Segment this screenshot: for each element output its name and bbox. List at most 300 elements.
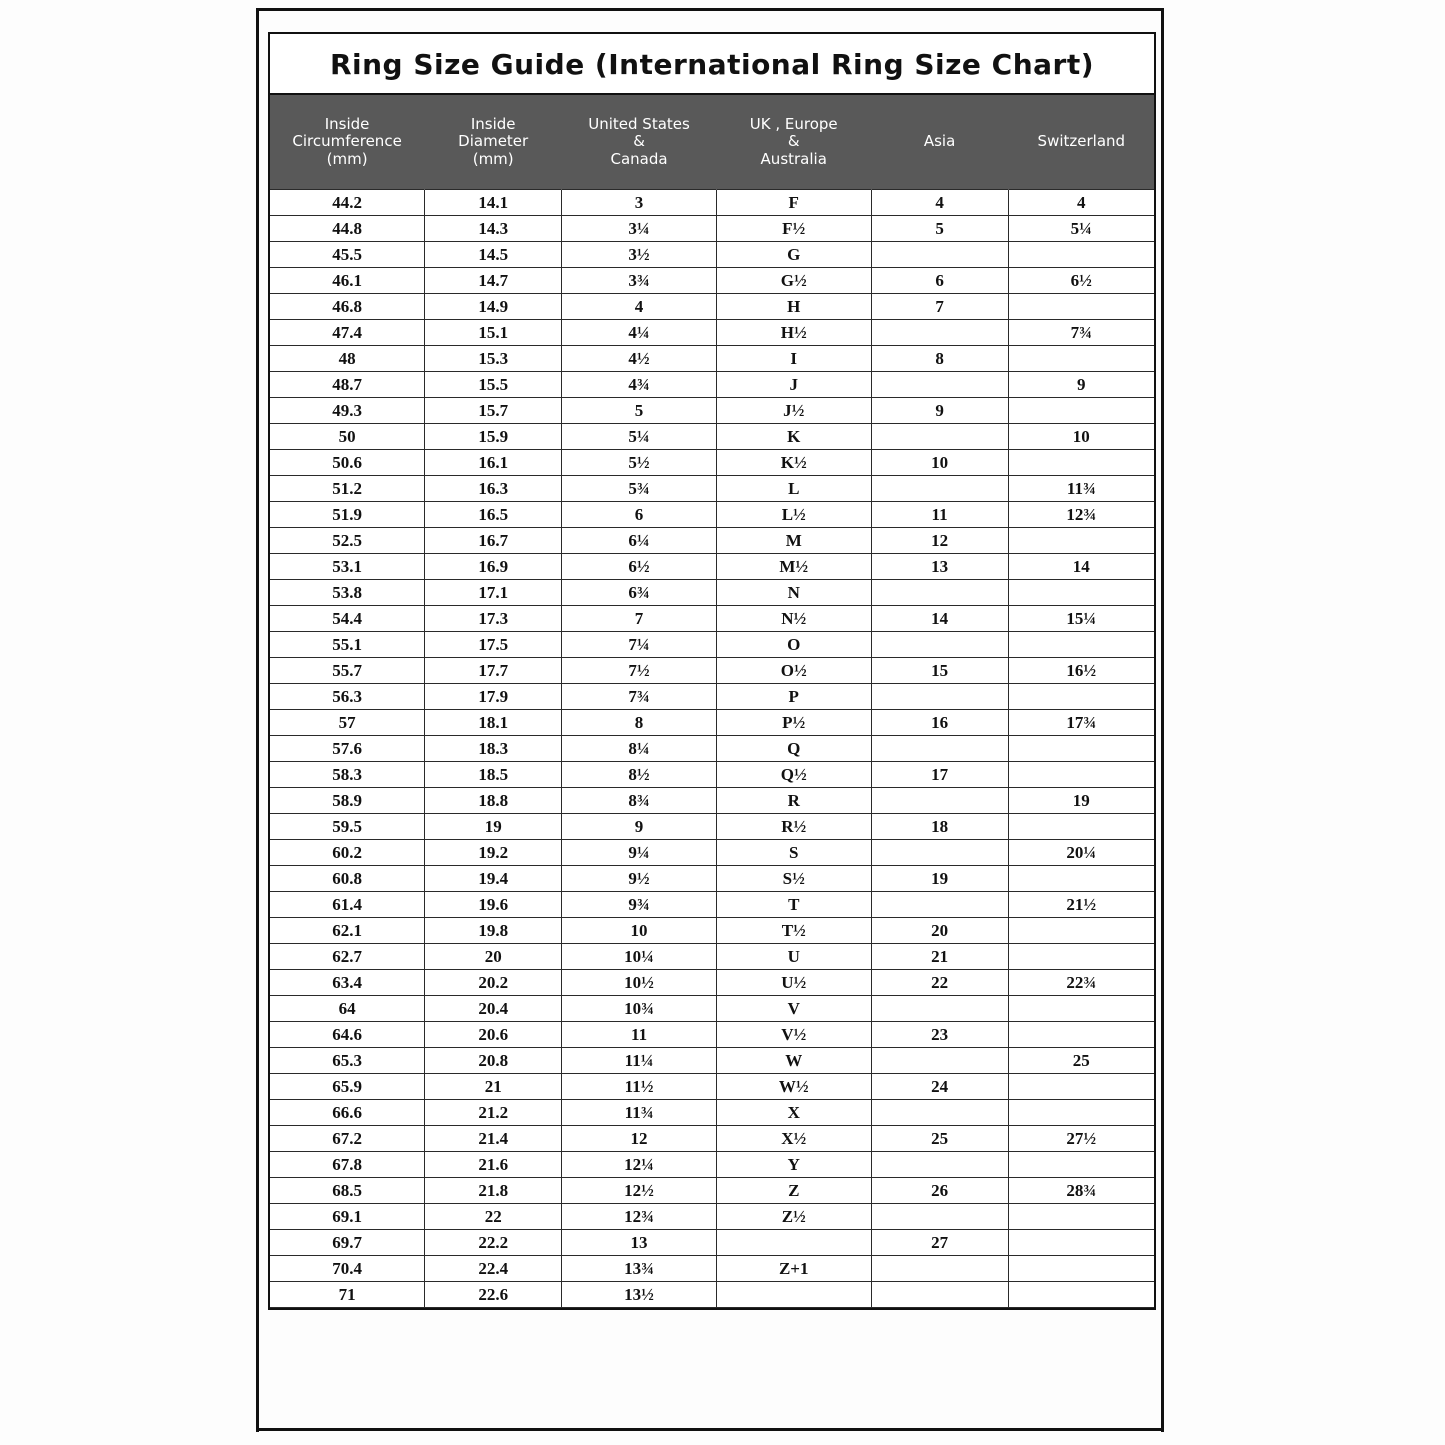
table-cell: 7½	[562, 658, 717, 684]
table-cell: 12	[562, 1126, 717, 1152]
table-row	[270, 944, 1154, 970]
table-cell: O	[716, 632, 871, 658]
ring-size-table	[270, 95, 1154, 1308]
table-cell: 16.3	[425, 476, 562, 502]
table-row	[270, 996, 1154, 1022]
table-cell: 18.8	[425, 788, 562, 814]
table-cell: 21.6	[425, 1152, 562, 1178]
table-cell: L½	[716, 502, 871, 528]
table-cell	[1008, 294, 1154, 320]
table-cell: M½	[716, 554, 871, 580]
table-cell	[1008, 580, 1154, 606]
table-cell: S	[716, 840, 871, 866]
table-cell: 17.3	[425, 606, 562, 632]
table-cell: 19.4	[425, 866, 562, 892]
table-cell: 20.8	[425, 1048, 562, 1074]
table-cell: O½	[716, 658, 871, 684]
table-cell: 8¼	[562, 736, 717, 762]
table-cell: 18.1	[425, 710, 562, 736]
table-cell	[1008, 528, 1154, 554]
table-cell: 19.6	[425, 892, 562, 918]
table-cell: 10½	[562, 970, 717, 996]
table-cell	[871, 372, 1008, 398]
table-cell: Z½	[716, 1204, 871, 1230]
table-cell: 65.3	[270, 1048, 425, 1074]
table-cell: 6	[562, 502, 717, 528]
table-row	[270, 710, 1154, 736]
table-cell	[871, 580, 1008, 606]
table-cell: 50.6	[270, 450, 425, 476]
table-cell: 52.5	[270, 528, 425, 554]
table-cell: 14.7	[425, 268, 562, 294]
table-cell	[1008, 762, 1154, 788]
table-cell: 45.5	[270, 242, 425, 268]
table-cell: 21.2	[425, 1100, 562, 1126]
table-cell: 6½	[562, 554, 717, 580]
table-cell: 21.8	[425, 1178, 562, 1204]
table-cell	[871, 788, 1008, 814]
column-header-us-canada	[562, 95, 717, 190]
table-row	[270, 372, 1154, 398]
table-cell: 20.4	[425, 996, 562, 1022]
table-cell: 25	[1008, 1048, 1154, 1074]
table-cell: 7¾	[562, 684, 717, 710]
header-line: &	[633, 132, 645, 151]
table-row	[270, 632, 1154, 658]
table-cell: 11½	[562, 1074, 717, 1100]
table-cell	[1008, 814, 1154, 840]
table-row	[270, 190, 1154, 216]
table-cell: 17.5	[425, 632, 562, 658]
table-cell	[1008, 918, 1154, 944]
table-cell: 58.9	[270, 788, 425, 814]
table-cell	[1008, 736, 1154, 762]
table-cell: K½	[716, 450, 871, 476]
table-cell: 12	[871, 528, 1008, 554]
table-cell	[871, 632, 1008, 658]
table-row	[270, 918, 1154, 944]
table-cell: F	[716, 190, 871, 216]
table-row	[270, 216, 1154, 242]
table-cell: J½	[716, 398, 871, 424]
table-cell: 17.9	[425, 684, 562, 710]
table-cell: F½	[716, 216, 871, 242]
table-row	[270, 840, 1154, 866]
table-cell: 68.5	[270, 1178, 425, 1204]
table-cell: 13	[871, 554, 1008, 580]
table-cell: V½	[716, 1022, 871, 1048]
table-cell: 51.9	[270, 502, 425, 528]
header-line: Switzerland	[1037, 132, 1126, 151]
table-cell: 15.5	[425, 372, 562, 398]
table-cell: 4	[562, 294, 717, 320]
table-cell: P½	[716, 710, 871, 736]
table-cell: 20.2	[425, 970, 562, 996]
table-cell: 67.8	[270, 1152, 425, 1178]
table-cell: 10¼	[562, 944, 717, 970]
table-cell: 16.1	[425, 450, 562, 476]
table-cell: 15.3	[425, 346, 562, 372]
table-cell	[716, 1282, 871, 1308]
table-cell: 14.9	[425, 294, 562, 320]
table-cell: P	[716, 684, 871, 710]
table-cell	[1008, 1256, 1154, 1282]
table-cell: W½	[716, 1074, 871, 1100]
table-cell: G½	[716, 268, 871, 294]
table-cell: R	[716, 788, 871, 814]
table-cell: 21	[871, 944, 1008, 970]
table-cell	[1008, 1282, 1154, 1308]
table-cell: 22.6	[425, 1282, 562, 1308]
table-cell: 19	[425, 814, 562, 840]
table-cell: 61.4	[270, 892, 425, 918]
table-cell: T½	[716, 918, 871, 944]
table-cell: 63.4	[270, 970, 425, 996]
table-cell: 21½	[1008, 892, 1154, 918]
table-cell	[1008, 1204, 1154, 1230]
table-cell: S½	[716, 866, 871, 892]
table-cell: 3	[562, 190, 717, 216]
header-line: Diameter	[458, 132, 529, 151]
table-cell: 18.3	[425, 736, 562, 762]
table-cell: V	[716, 996, 871, 1022]
table-cell: 48.7	[270, 372, 425, 398]
table-cell: 15¼	[1008, 606, 1154, 632]
table-cell: 10	[1008, 424, 1154, 450]
table-cell	[871, 424, 1008, 450]
table-cell: 17.7	[425, 658, 562, 684]
table-cell: 16	[871, 710, 1008, 736]
table-cell: L	[716, 476, 871, 502]
table-cell: 3¾	[562, 268, 717, 294]
table-row	[270, 1126, 1154, 1152]
table-cell: 11	[871, 502, 1008, 528]
table-cell: 20	[425, 944, 562, 970]
table-row	[270, 606, 1154, 632]
table-cell: 9¼	[562, 840, 717, 866]
table-cell: Z	[716, 1178, 871, 1204]
table-cell: 14.1	[425, 190, 562, 216]
table-row	[270, 814, 1154, 840]
table-cell	[1008, 1152, 1154, 1178]
table-cell: 9	[871, 398, 1008, 424]
table-row	[270, 892, 1154, 918]
table-cell: 22	[425, 1204, 562, 1230]
table-cell: 12¾	[1008, 502, 1154, 528]
table-cell: 59.5	[270, 814, 425, 840]
table-cell: 4½	[562, 346, 717, 372]
table-cell: 11¾	[562, 1100, 717, 1126]
table-cell	[871, 1204, 1008, 1230]
table-cell: 11¼	[562, 1048, 717, 1074]
document-bottom-rule	[256, 1428, 1164, 1431]
table-cell: Q	[716, 736, 871, 762]
table-cell: 15	[871, 658, 1008, 684]
table-cell: 9	[562, 814, 717, 840]
table-body	[270, 190, 1154, 1308]
table-cell: 11	[562, 1022, 717, 1048]
table-cell: G	[716, 242, 871, 268]
table-row	[270, 580, 1154, 606]
table-cell	[871, 476, 1008, 502]
table-cell: 60.2	[270, 840, 425, 866]
table-cell: 53.1	[270, 554, 425, 580]
table-cell	[871, 242, 1008, 268]
table-cell: 7¼	[562, 632, 717, 658]
table-row	[270, 1074, 1154, 1100]
table-row	[270, 1178, 1154, 1204]
table-row	[270, 242, 1154, 268]
table-cell: 5¾	[562, 476, 717, 502]
table-cell: 22	[871, 970, 1008, 996]
table-cell: 46.8	[270, 294, 425, 320]
table-cell: K	[716, 424, 871, 450]
table-cell: 14	[1008, 554, 1154, 580]
table-cell	[1008, 866, 1154, 892]
table-cell	[1008, 944, 1154, 970]
table-cell: 14.3	[425, 216, 562, 242]
table-cell: 7	[562, 606, 717, 632]
table-cell: 26	[871, 1178, 1008, 1204]
table-row	[270, 1152, 1154, 1178]
table-cell: 71	[270, 1282, 425, 1308]
table-cell: 5½	[562, 450, 717, 476]
table-cell: 47.4	[270, 320, 425, 346]
table-cell	[871, 684, 1008, 710]
table-cell: 25	[871, 1126, 1008, 1152]
table-row	[270, 736, 1154, 762]
table-cell	[1008, 346, 1154, 372]
table-cell: N	[716, 580, 871, 606]
table-cell: 8¾	[562, 788, 717, 814]
table-cell	[871, 1100, 1008, 1126]
table-cell: R½	[716, 814, 871, 840]
table-cell: M	[716, 528, 871, 554]
table-cell: 6½	[1008, 268, 1154, 294]
table-row	[270, 294, 1154, 320]
table-cell: H½	[716, 320, 871, 346]
table-cell	[871, 1282, 1008, 1308]
column-header-asia	[871, 95, 1008, 190]
column-header-inside-circumference	[270, 95, 425, 190]
table-cell	[871, 736, 1008, 762]
table-row	[270, 554, 1154, 580]
table-cell: 17.1	[425, 580, 562, 606]
table-row	[270, 502, 1154, 528]
table-cell	[871, 996, 1008, 1022]
table-cell: 67.2	[270, 1126, 425, 1152]
table-cell	[1008, 684, 1154, 710]
table-row	[270, 528, 1154, 554]
table-row	[270, 346, 1154, 372]
table-cell: 27	[871, 1230, 1008, 1256]
table-cell: 50	[270, 424, 425, 450]
table-cell: 4¼	[562, 320, 717, 346]
table-cell	[1008, 1022, 1154, 1048]
header-line: &	[787, 132, 800, 151]
table-cell: 3½	[562, 242, 717, 268]
table-row	[270, 398, 1154, 424]
table-cell: 8½	[562, 762, 717, 788]
table-cell: U	[716, 944, 871, 970]
table-cell: 60.8	[270, 866, 425, 892]
table-cell: 20.6	[425, 1022, 562, 1048]
table-cell: 53.8	[270, 580, 425, 606]
table-cell	[871, 892, 1008, 918]
table-cell: 5	[562, 398, 717, 424]
table-cell: H	[716, 294, 871, 320]
header-line: Inside	[324, 115, 370, 134]
table-row	[270, 1230, 1154, 1256]
table-row	[270, 762, 1154, 788]
table-cell: 22.2	[425, 1230, 562, 1256]
table-cell: U½	[716, 970, 871, 996]
table-cell: 44.8	[270, 216, 425, 242]
table-cell: 69.7	[270, 1230, 425, 1256]
table-cell: 5¼	[1008, 216, 1154, 242]
table-cell: 65.9	[270, 1074, 425, 1100]
table-cell: 10¾	[562, 996, 717, 1022]
table-cell: 12¼	[562, 1152, 717, 1178]
table-cell	[1008, 1074, 1154, 1100]
table-row	[270, 1048, 1154, 1074]
table-cell: 14.5	[425, 242, 562, 268]
table-cell	[1008, 1100, 1154, 1126]
table-cell: 57.6	[270, 736, 425, 762]
header-line: Circumference	[292, 132, 402, 151]
table-cell: 4¾	[562, 372, 717, 398]
table-cell	[1008, 996, 1154, 1022]
table-cell: 14	[871, 606, 1008, 632]
table-cell: 5	[871, 216, 1008, 242]
table-cell	[1008, 632, 1154, 658]
table-cell: 49.3	[270, 398, 425, 424]
table-cell: 13	[562, 1230, 717, 1256]
table-row	[270, 1256, 1154, 1282]
table-cell	[1008, 242, 1154, 268]
table-row	[270, 424, 1154, 450]
header-line: (mm)	[326, 149, 368, 168]
table-row	[270, 268, 1154, 294]
table-cell: X½	[716, 1126, 871, 1152]
table-cell	[716, 1230, 871, 1256]
table-row	[270, 684, 1154, 710]
table-cell: 21.4	[425, 1126, 562, 1152]
table-cell: 69.1	[270, 1204, 425, 1230]
table-cell: 12¾	[562, 1204, 717, 1230]
table-cell: 12½	[562, 1178, 717, 1204]
table-cell: 15.9	[425, 424, 562, 450]
table-cell: 8	[871, 346, 1008, 372]
table-cell: 19.2	[425, 840, 562, 866]
table-cell: 27½	[1008, 1126, 1154, 1152]
table-cell: 56.3	[270, 684, 425, 710]
header-line: United States	[588, 115, 690, 134]
table-cell: 17	[871, 762, 1008, 788]
table-cell: 44.2	[270, 190, 425, 216]
table-header-row	[270, 95, 1154, 190]
column-header-inside-diameter	[425, 95, 562, 190]
table-cell: 18	[871, 814, 1008, 840]
table-cell	[871, 1048, 1008, 1074]
table-row	[270, 788, 1154, 814]
header-line: Asia	[923, 132, 956, 151]
table-head	[270, 95, 1154, 190]
table-cell: 22.4	[425, 1256, 562, 1282]
table-cell: 66.6	[270, 1100, 425, 1126]
table-cell: 6¾	[562, 580, 717, 606]
page-title: Ring Size Guide (International Ring Size Chart)	[270, 34, 1154, 95]
table-cell: 57	[270, 710, 425, 736]
table-cell: 20	[871, 918, 1008, 944]
table-cell: 54.4	[270, 606, 425, 632]
table-cell: 20¼	[1008, 840, 1154, 866]
table-cell	[871, 1256, 1008, 1282]
header-line: Australia	[760, 149, 827, 168]
table-cell: 6	[871, 268, 1008, 294]
table-cell	[871, 320, 1008, 346]
table-cell: 9¾	[562, 892, 717, 918]
table-cell: 19	[1008, 788, 1154, 814]
table-cell: 22¾	[1008, 970, 1154, 996]
header-line: Canada	[610, 149, 668, 168]
table-cell: 64.6	[270, 1022, 425, 1048]
table-cell: 16.9	[425, 554, 562, 580]
table-cell: 16½	[1008, 658, 1154, 684]
table-cell: 17¾	[1008, 710, 1154, 736]
table-cell: Q½	[716, 762, 871, 788]
table-cell: I	[716, 346, 871, 372]
table-cell: 3¼	[562, 216, 717, 242]
table-cell: 10	[562, 918, 717, 944]
table-cell: 55.1	[270, 632, 425, 658]
table-row	[270, 320, 1154, 346]
table-cell	[1008, 450, 1154, 476]
table-cell: 4	[871, 190, 1008, 216]
table-cell: 51.2	[270, 476, 425, 502]
table-cell: 62.1	[270, 918, 425, 944]
table-cell: 16.5	[425, 502, 562, 528]
table-cell: 16.7	[425, 528, 562, 554]
table-cell: 11¾	[1008, 476, 1154, 502]
table-cell: 64	[270, 996, 425, 1022]
table-row	[270, 1204, 1154, 1230]
table-cell: Y	[716, 1152, 871, 1178]
table-row	[270, 970, 1154, 996]
table-cell: 15.7	[425, 398, 562, 424]
table-cell: 62.7	[270, 944, 425, 970]
column-header-uk-europe-australia	[716, 95, 871, 190]
table-cell: X	[716, 1100, 871, 1126]
table-cell: 18.5	[425, 762, 562, 788]
table-cell: 46.1	[270, 268, 425, 294]
table-cell: 23	[871, 1022, 1008, 1048]
table-cell: 13¾	[562, 1256, 717, 1282]
table-cell: 58.3	[270, 762, 425, 788]
table-cell: 55.7	[270, 658, 425, 684]
table-cell: 70.4	[270, 1256, 425, 1282]
table-cell: T	[716, 892, 871, 918]
table-cell: 15.1	[425, 320, 562, 346]
table-row	[270, 1022, 1154, 1048]
table-cell: N½	[716, 606, 871, 632]
table-cell	[871, 1152, 1008, 1178]
table-cell: 13½	[562, 1282, 717, 1308]
table-cell: Z+1	[716, 1256, 871, 1282]
table-cell: 19	[871, 866, 1008, 892]
table-row	[270, 866, 1154, 892]
table-cell: 4	[1008, 190, 1154, 216]
